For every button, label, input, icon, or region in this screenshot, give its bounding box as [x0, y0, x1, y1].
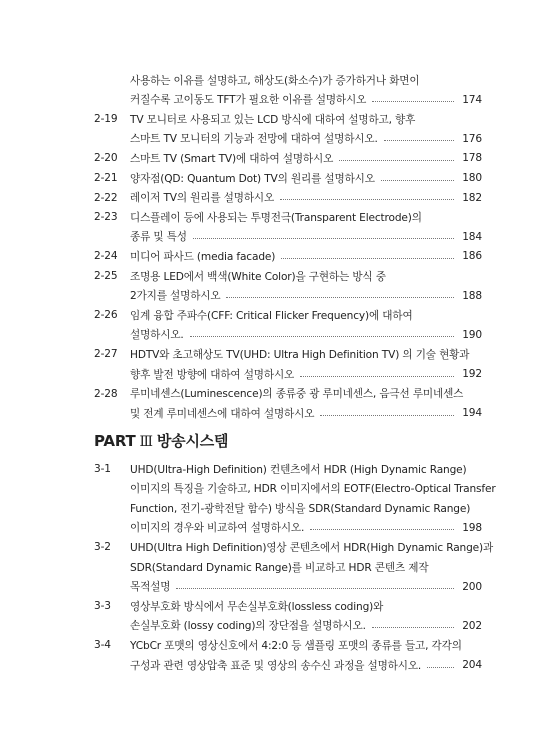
toc-entry-number: 2-26	[94, 309, 118, 322]
toc-entry-text: HDTV와 초고해상도 TV(UHD: Ultra High Definition TV) 의 기술 현황과	[130, 348, 470, 361]
toc-page-number: 194	[462, 407, 482, 420]
toc-entry-number: 3-3	[94, 600, 111, 613]
dot-leader	[226, 297, 454, 298]
toc-entry-text: 임계 융합 주파수(CFF: Critical Flicker Frequency)에 대하여	[130, 309, 413, 322]
toc-entry-number: 2-22	[94, 191, 118, 204]
toc-entry-text: 손실부호화 (lossy coding)의 장단점을 설명하시오.	[130, 620, 366, 633]
toc-entry-text: SDR(Standard Dynamic Range)를 비교하고 HDR 콘텐츠 제작	[130, 561, 429, 574]
toc-page-number: 190	[462, 328, 482, 341]
toc-entry-text: 2가지를 설명하시오	[130, 290, 221, 303]
dot-leader	[300, 376, 454, 377]
toc-entry-text: 루미네센스(Luminescence)의 종류중 광 루미네센스, 음극선 루미네센스	[130, 388, 464, 401]
toc-page-number: 178	[462, 152, 482, 165]
toc-entry-number: 2-28	[94, 387, 118, 400]
toc-entry-number: 2-19	[94, 113, 118, 126]
toc-entry-text: Function, 전기-광학전달 함수) 방식을 SDR(Standard Dynamic Range)	[130, 502, 471, 515]
dot-leader	[320, 415, 454, 416]
toc-entry-text: 스마트 TV 모니터의 기능과 전망에 대하여 설명하시오.	[130, 133, 378, 146]
toc-entry-number: 3-4	[94, 639, 111, 652]
toc-entry-text: 조명용 LED에서 백색(White Color)을 구현하는 방식 중	[130, 270, 386, 283]
toc-page-number: 180	[462, 172, 482, 184]
part-roman-numeral: Ⅲ	[139, 434, 153, 450]
toc-entry-text: 및 전계 루미네센스에 대하여 설명하시오	[130, 407, 315, 420]
dot-leader	[372, 627, 454, 628]
toc-entry-number: 2-24	[94, 250, 118, 263]
part-heading	[94, 430, 228, 451]
toc-page-number: 188	[462, 289, 482, 302]
toc-entry-text: UHD(Ultra High Definition)영상 콘텐츠에서 HDR(High Dynamic Range)과	[130, 541, 494, 554]
toc-entry-text: 미디어 파사드 (media facade)	[130, 250, 276, 263]
dot-leader	[193, 238, 454, 239]
toc-entry-text: TV 모니터로 사용되고 있는 LCD 방식에 대하여 설명하고, 향후	[130, 113, 416, 126]
dot-leader	[339, 160, 454, 161]
toc-entry-number: 2-23	[94, 211, 118, 224]
toc-page-number: 186	[462, 250, 482, 263]
toc-entry-text: 종류 및 특성	[130, 231, 187, 244]
toc-entry-number: 2-21	[94, 172, 118, 184]
dot-leader	[372, 101, 454, 102]
toc-page-number: 202	[462, 619, 482, 632]
dot-leader	[384, 140, 454, 141]
toc-page-number: 192	[462, 368, 482, 380]
toc-page-number: 174	[462, 93, 482, 106]
toc-page-number: 204	[462, 659, 482, 671]
toc-entry-number: 2-25	[94, 270, 118, 282]
toc-entry-text: 양자점(QD: Quantum Dot) TV의 원리를 설명하시오	[130, 172, 375, 185]
toc-page-number: 200	[462, 580, 482, 593]
toc-entry-line	[130, 654, 482, 676]
toc-entry-number: 3-1	[94, 463, 111, 475]
toc-entry-text: 사용하는 이유를 설명하고, 해상도(화소수)가 증가하거나 화면이	[130, 74, 420, 87]
toc-entry-text: 설명하시오.	[130, 329, 184, 342]
dot-leader	[381, 180, 454, 181]
toc-entry-line	[130, 402, 482, 424]
toc-entry-text: 구성과 관련 영상압축 표준 및 영상의 송수신 과정을 설명하시오.	[130, 659, 422, 672]
toc-page-number: 176	[462, 132, 482, 145]
toc-entry-number: 2-27	[94, 348, 118, 361]
toc-entry-number: 2-20	[94, 152, 118, 165]
toc-entry-text: 영상부호화 방식에서 무손실부호화(lossless coding)와	[130, 600, 384, 613]
toc-entry-number: 3-2	[94, 541, 111, 554]
toc-entry-text: 레이저 TV의 원리를 설명하시오	[130, 192, 275, 205]
toc-entry-text: 이미지의 특징을 기술하고, HDR 이미지에서의 EOTF(Electro-Optical Transfer	[130, 483, 496, 496]
dot-leader	[190, 336, 454, 337]
toc-entry-text: 목적설명	[130, 581, 171, 594]
part-prefix: PART	[94, 432, 136, 450]
toc-page-number: 198	[462, 521, 482, 534]
toc-entry-text: 디스플레이 등에 사용되는 투명전극(Transparent Electrode)의	[130, 211, 422, 224]
toc-entry-text: 스마트 TV (Smart TV)에 대하여 설명하시오	[130, 152, 334, 165]
toc-entry-text: 이미지의 경우와 비교하여 설명하시오.	[130, 522, 305, 535]
toc-page-number: 184	[462, 230, 482, 243]
toc-page-number: 182	[462, 191, 482, 204]
dot-leader	[281, 258, 454, 259]
toc-entry-text: 커질수록 고이동도 TFT가 필요한 이유를 설명하시오	[130, 94, 367, 107]
toc-entry-text: 향후 발전 방향에 대하여 설명하시오	[130, 368, 295, 381]
dot-leader	[280, 199, 454, 200]
dot-leader	[176, 588, 454, 589]
part-title: 방송시스템	[156, 432, 229, 450]
toc-entry-text: YCbCr 포맷의 영상신호에서 4:2:0 등 샘플링 포맷의 종류를 들고, 각각의	[130, 639, 462, 652]
dot-leader	[427, 667, 454, 668]
toc-entry-text: UHD(Ultra-High Definition) 컨텐츠에서 HDR (High Dynamic Range)	[130, 463, 467, 476]
dot-leader	[310, 529, 454, 530]
